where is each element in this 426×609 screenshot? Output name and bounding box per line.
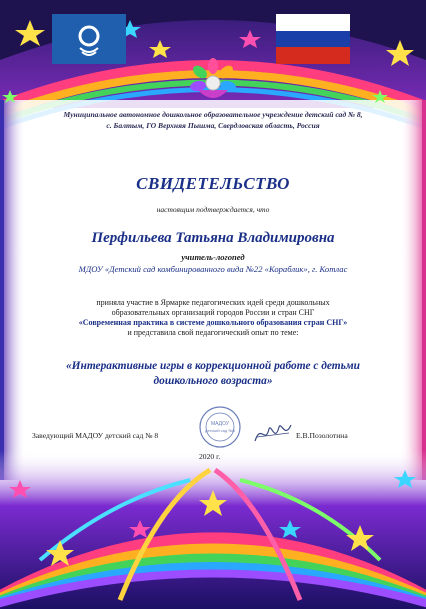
organization-line2: с. Балтым, ГО Верхняя Пышма, Свердловская область, Россия	[106, 121, 320, 130]
certificate-year: 2020 г.	[199, 452, 221, 461]
topic-line2: дошкольного возраста»	[153, 375, 273, 387]
confirm-text: настоящим подтверждается, что	[156, 205, 270, 214]
participation-line2: образовательных организаций городов России и стран СНГ	[111, 308, 315, 317]
stamp-seal-icon	[198, 405, 242, 449]
organization-header	[30, 109, 396, 131]
stamp-line1: МАДОУ	[210, 421, 230, 427]
recipient-kindergarten: МДОУ «Детский сад комбинированного вида №22 «Кораблик», г. Котлас	[78, 264, 348, 274]
topic-title	[30, 359, 396, 389]
kindergarten-logo-icon	[190, 58, 236, 104]
stamp-line2: детский сад №8	[205, 428, 235, 433]
recipient-position: учитель-логопед	[181, 252, 245, 262]
russia-flag	[276, 14, 350, 64]
topic-line1: «Интерактивные игры в коррекционной работе с детьми	[65, 360, 361, 372]
recipient-name: Перфильева Татьяна Владимировна	[91, 230, 335, 246]
event-name: «Современная практика в системе дошкольного образования стран СНГ»	[78, 318, 348, 327]
participation-line4: и представила свой педагогический опыт по теме:	[127, 328, 299, 337]
organization-line1: Муниципальное автономное дошкольное образовательное учреждение детский сад № 8,	[63, 110, 363, 119]
head-title: Заведующий МАДОУ детский сад № 8	[32, 431, 159, 440]
cis-emblem-icon	[52, 14, 126, 64]
participation-line1: приняла участие в Ярмарке педагогических идей среди дошкольных	[96, 298, 330, 307]
cis-flag	[52, 14, 126, 64]
certificate-title: СВИДЕТЕЛЬСТВО	[136, 174, 290, 193]
head-name: Е.В.Позолотина	[296, 431, 348, 440]
participation-text	[30, 298, 396, 338]
signature	[253, 419, 293, 447]
